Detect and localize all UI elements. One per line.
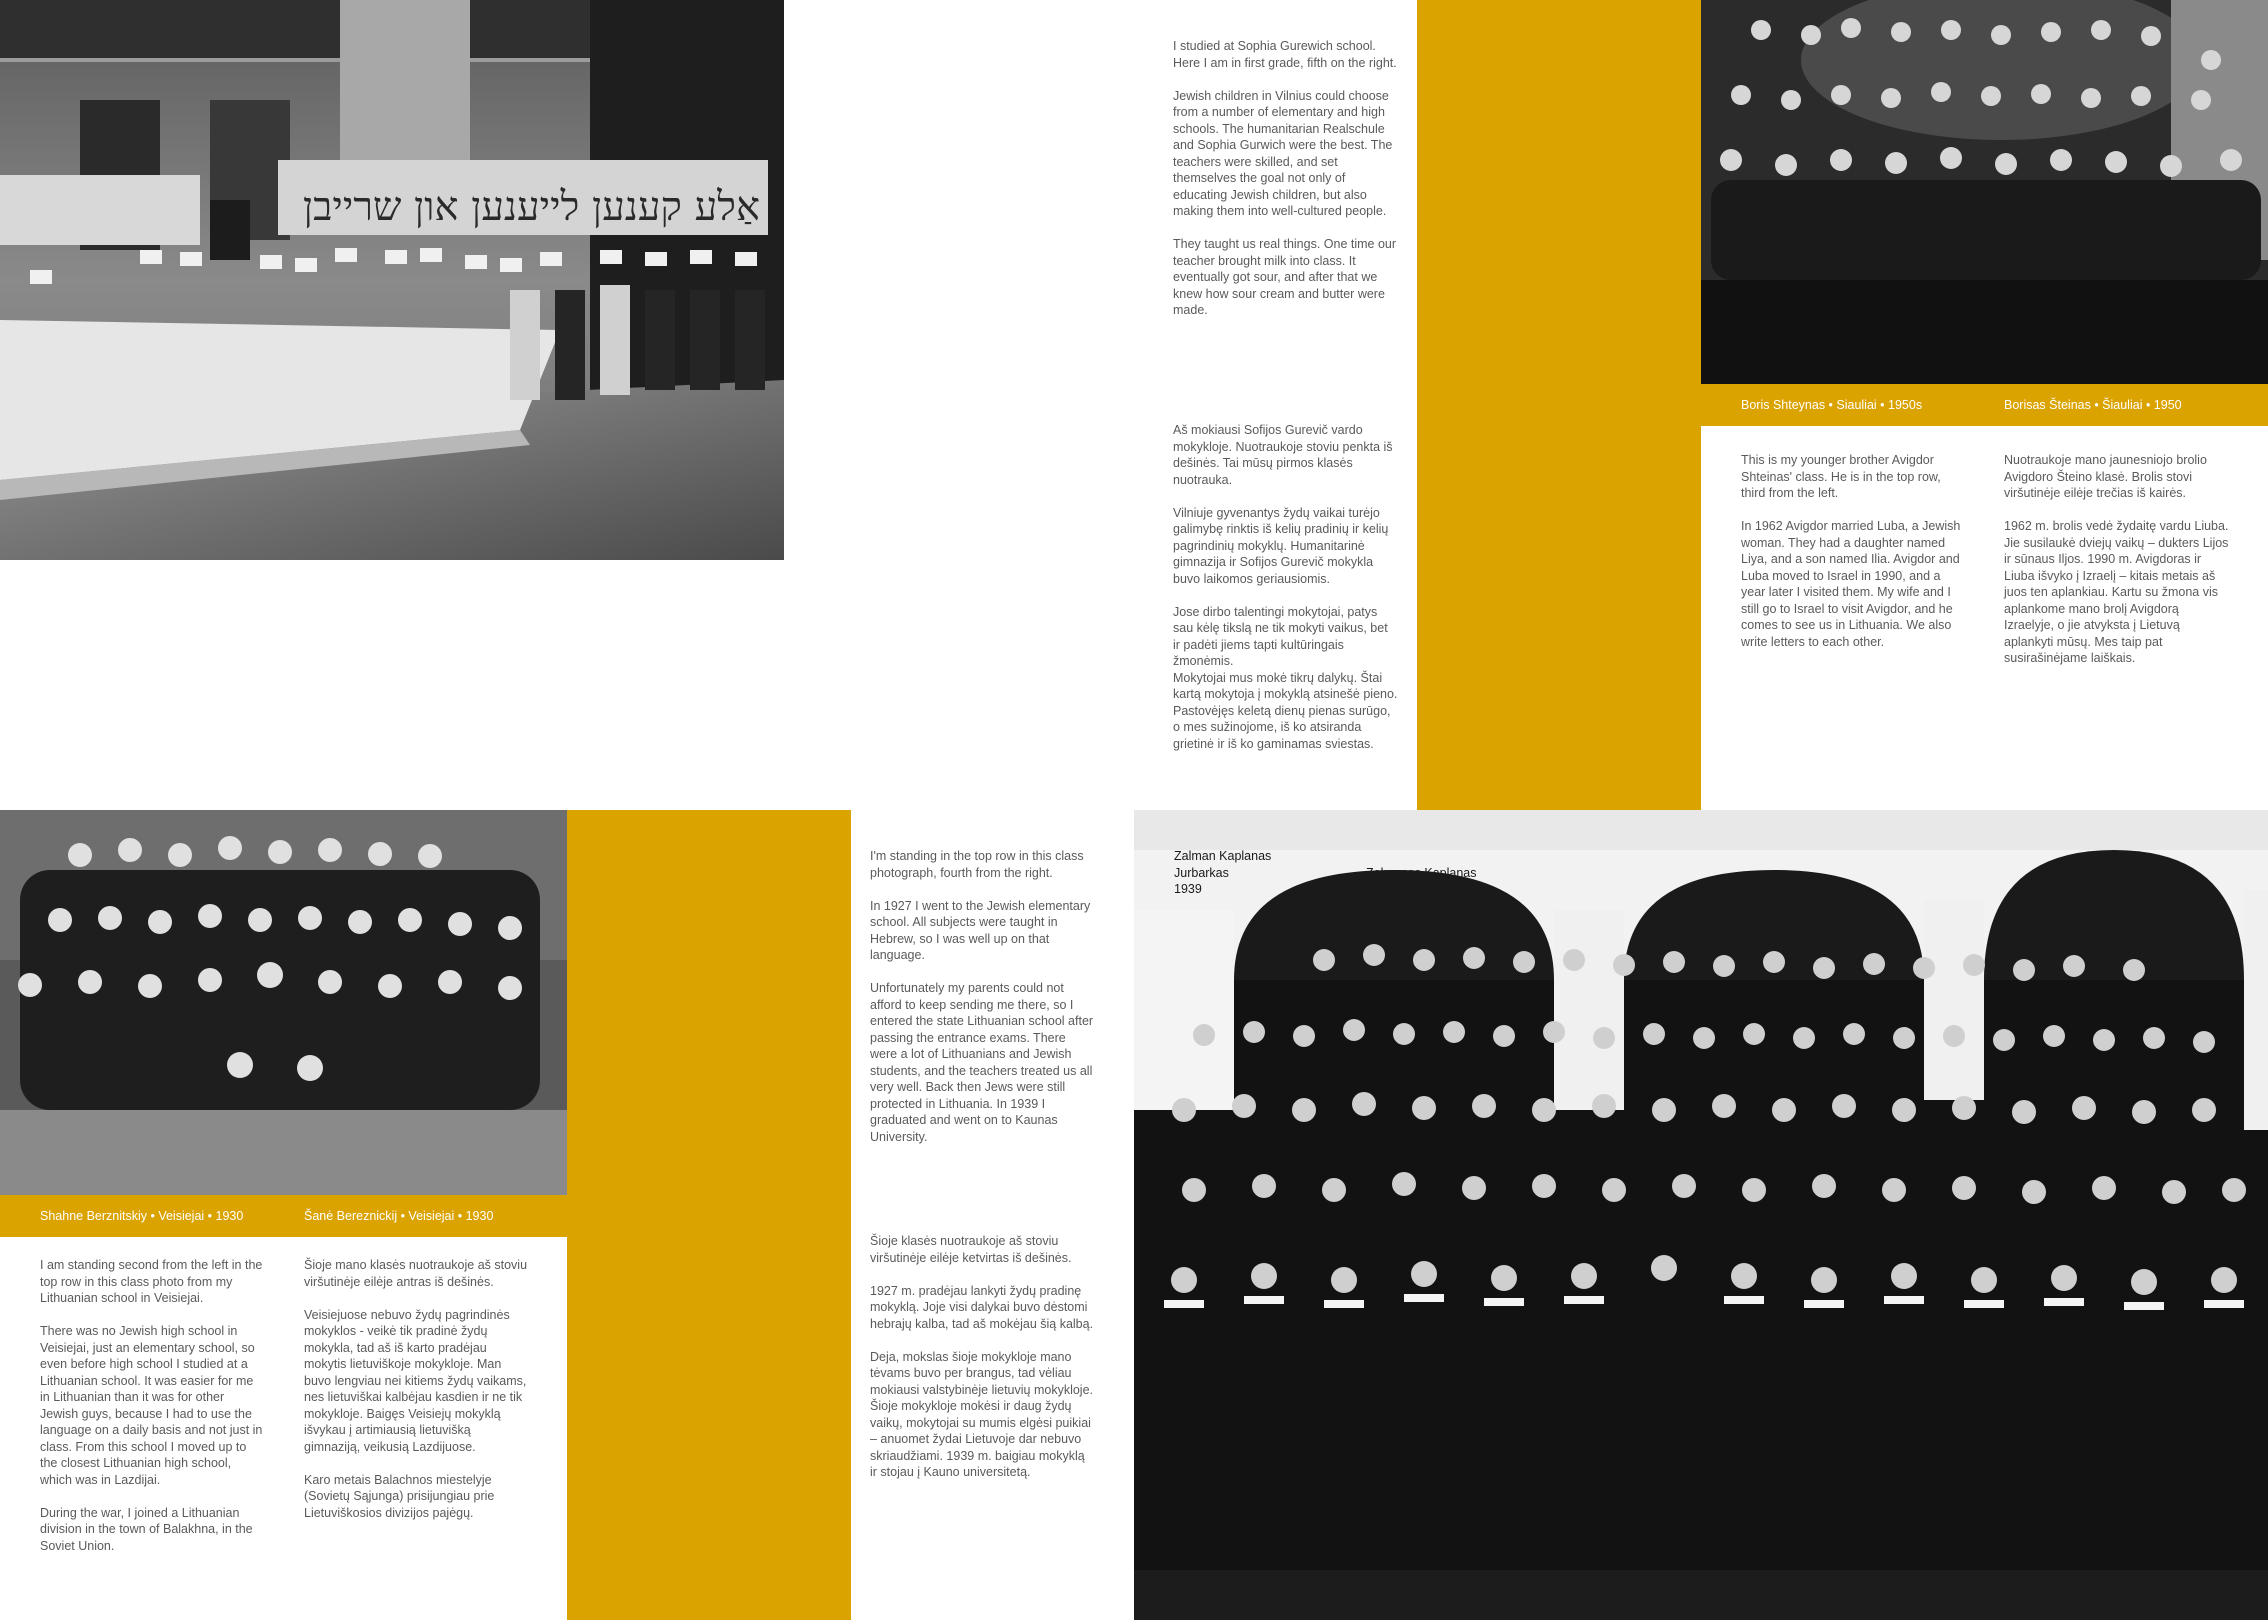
photo-boris-class	[1701, 0, 2268, 384]
boris-text-lt: Nuotraukoje mano jaunesniojo brolio Avigdoro Šteino klasė. Brolis stovi viršutinėje eilėje trečias iš kairės. 1962 m. brolis vedė žydaitę vardu Liuba. Jie susilaukė dviejų vaikų – dukters Lijos ir sūnaus Iljos. 1990 m. Avigdoras ir Liuba išvyko į Izraelį – kitais metais aš juos ten aplankiau. Kartu su žmona vis aplankome mano brolį Avigdorą Izraelyje, o jie atvyksta į Lietuvą aplankyti mūsų. Mes taip pat susirašinėjame laiškais.	[2004, 453, 2229, 665]
zalman-caption-lt-place: Jurbarkas	[1366, 898, 1421, 913]
fania-caption-en: Fania Brantsovskaya Vilnius 1929	[903, 31, 1020, 78]
shahne-text-en: I am standing second from the left in the top row in this class photo from my Lithuanian school in Veisiejai. There was no Jewish high school in Veisiejai, just an elementary school, so even before high school I studied at a Lithuanian school. It was easier for me in Lithuanian than it was for other Jewish guys, because I had to use the language on a daily basis and not just in class. From this school I moved up to the closest Lithuanian high school, which was in Lazdijai. During the war, I joined a Lithuanian division in the town of Balakhna, in the Soviet Union.	[40, 1258, 263, 1553]
fania-text-en: I studied at Sophia Gurewich school. Here I am in first grade, fifth on the right. Jewish children in Vilnius could choose from a number of elementary and high schools. The humanitarian Realschule and Sophia Gurwich were the best. The teachers were skilled, and set themselves the goal not only of educating Jewish children, but also making them into well-cultured people. They taught us real things. One time our teacher brought milk into class. It eventually got sour, and after that we knew how sour cream and butter were made.	[1173, 39, 1397, 317]
shahne-text-lt: Šioje mano klasės nuotraukoje aš stoviu viršutinėje eilėje antras iš dešinės. Veisiejuose nebuvo žydų pagrindinės mokyklos - veikė tik pradinė žydų mokykla, tad aš iš karto pradėjau mokytis lietuviškoje mokykloje. Man buvo lengviau nei kitiems žydų vaikams, nes lietuviškai kalbėjau kasdien ir ne tik mokykloje. Baigęs Veisiejų mokyklą išvykau į artimiausią lietuvišką gimnaziją, veikusią Lazdijuose. Karo metais Balachnos miestelyje (Sovietų Sąjunga) prisijungiau prie Lietuviškosios divizijos pajėgų.	[304, 1258, 528, 1520]
fania-text-lt: Aš mokiausi Sofijos Gurevič vardo mokykloje. Nuotraukoje stoviu penkta iš dešinės. Tai mūsų pirmos klasės nuotrauka. Vilniuje gyvenantys žydų vaikai turėjo galimybę rinktis iš kelių pradinių ir kelių pagrindinių mokyklų. Humanitarinė gimnazija ir Sofijos Gurevič mokykla buvo laikomos geriausiomis. Jose dirbo talentingi mokytojai, patys sau kėlę tikslą ne tik mokyti vaikus, bet ir padėti jiems tapti kultūringais žmonėmis. Mokytojai mus mokė tikrų dalykų. Štai kartą mokytoja į mokyklą atsinešė pieno. Pastovėjęs keletą dienų pienas surūgo, o mes sužinojome, iš ko atsiranda grietinė ir iš ko gaminamas sviestas.	[1173, 423, 1398, 751]
photo-fania-classroom	[0, 0, 784, 560]
ochre-band-top	[1417, 0, 1701, 810]
shahne-caption-en: Shahne Berznitskiy • Veisiejai • 1930	[40, 1209, 244, 1223]
ochre-band-bottom	[567, 810, 851, 1620]
zalman-caption-lt	[1366, 848, 1476, 964]
hebrew-banner-text: אַלע קענען לייענען און שרייבן	[302, 184, 760, 230]
photo-zalman-class	[1134, 810, 2268, 1620]
fania-caption-lt: Fanė Brancovskaja Vilnius 1929	[903, 106, 1011, 153]
boris-text-en: This is my younger brother Avigdor Shteinas' class. He is in the top row, third from the left. In 1962 Avigdor married Luba, a Jewish woman. They had a daughter named Liya, and a son named Ilia. Avigdor and Luba moved to Israel in 1990, and a year later I visited them. My wife and I still go to Israel to visit Avigdor, and he comes to see us in Lithuania. We also write letters to each other.	[1741, 453, 1961, 649]
photo-shahne-class	[0, 810, 567, 1195]
zalman-caption-lt-year: 1939	[1366, 931, 1394, 946]
shahne-caption-lt: Šanė Bereznickij • Veisiejai • 1930	[304, 1209, 494, 1223]
zalman-caption-en: Zalman Kaplanas Jurbarkas 1939	[1174, 849, 1272, 896]
boris-caption-lt: Borisas Šteinas • Šiauliai • 1950	[2004, 398, 2182, 412]
zalman-text-lt: Šioje klasės nuotraukoje aš stoviu viršutinėje eilėje ketvirtas iš dešinės. 1927 m. pradėjau lankyti žydų pradinę mokyklą. Joje visi dalykai buvo dėstomi hebrajų kalba, tad aš mokėjau šią kalbą. Deja, mokslas šioje mokykloje mano tėvams buvo per brangus, tad vėliau mokiausi valstybinėje lietuvių mokykloje. Šioje mokykloje mokėsi ir daug žydų vaikų, mokytojai su mumis elgėsi puikiai – anuomet žydai Lietuvoje dar nebuvo skriaudžiami. 1939 m. baigiau mokyklą ir stojau į Kauno universitetą.	[870, 1234, 1094, 1479]
zalman-caption-lt-name: Zalmanas Kaplanas	[1366, 865, 1477, 880]
boris-caption-en: Boris Shteynas • Siauliai • 1950s	[1741, 398, 1923, 412]
zalman-text-en: I'm standing in the top row in this class photograph, fourth from the right. In 1927 I went to the Jewish elementary school. All subjects were taught in Hebrew, so I was well up on that language. Unfortunately my parents could not afford to keep sending me there, so I entered the state Lithuanian school after passing the entrance exams. There were a lot of Lithuanians and Jewish students, and the teachers treated us all very well. Back then Jews were still protected in Lithuania. In 1939 I graduated and went on to Kaunas University.	[870, 849, 1094, 1144]
